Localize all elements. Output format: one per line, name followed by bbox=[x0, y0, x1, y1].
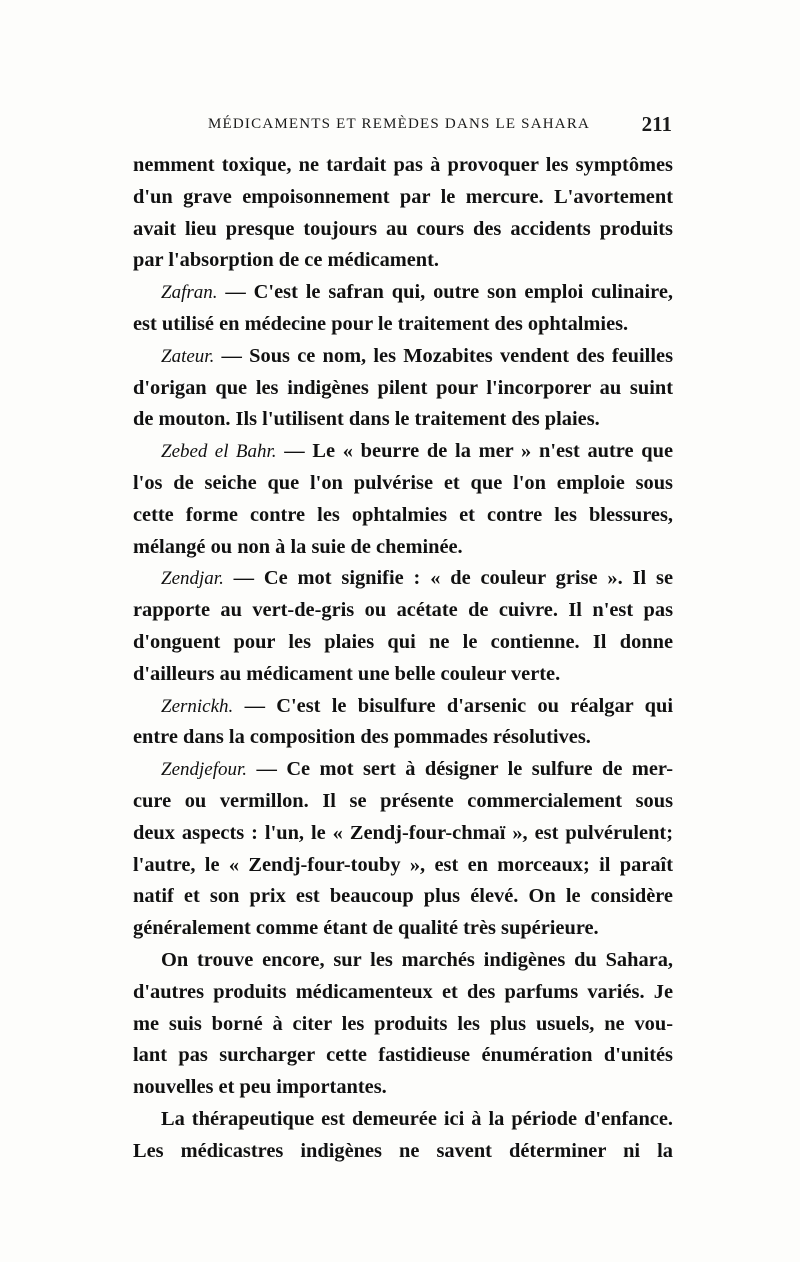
text-line bbox=[133, 245, 673, 277]
entry-zafran bbox=[133, 277, 673, 309]
line-text: d'origan que les indigènes pilent pour l'incorporer au suint bbox=[133, 376, 673, 399]
line-text: — Ce mot signifie : « de couleur grise ». Il se bbox=[223, 567, 673, 590]
line-text: Les médicastres indigènes ne savent déterminer ni la bbox=[133, 1139, 673, 1162]
text-line bbox=[133, 182, 673, 214]
text-line bbox=[133, 627, 673, 659]
line-text: — C'est le safran qui, outre son emploi culinaire, bbox=[217, 281, 673, 304]
page-number: 211 bbox=[641, 112, 672, 136]
text-line bbox=[133, 722, 673, 754]
text-line bbox=[133, 913, 673, 945]
line-text: deux aspects : l'un, le « Zendj-four-chmaï », est pulvérulent; bbox=[133, 821, 673, 844]
entry-term: Zafran. bbox=[161, 282, 218, 304]
entry-term: Zernickh. bbox=[161, 695, 234, 717]
line-text: généralement comme étant de qualité très supérieure. bbox=[133, 917, 599, 940]
text-line bbox=[133, 818, 673, 850]
line-text: entre dans la composition des pommades résolutives. bbox=[133, 726, 591, 749]
text-line bbox=[133, 373, 673, 405]
page-header bbox=[132, 112, 672, 142]
text-line bbox=[133, 1136, 673, 1168]
text-line bbox=[133, 468, 673, 500]
body-text bbox=[133, 150, 673, 1168]
entry-zendjar bbox=[133, 563, 673, 595]
line-text: La thérapeutique est demeurée ici à la période d'enfance. bbox=[161, 1107, 673, 1130]
line-text: d'autres produits médicamenteux et des parfums variés. Je bbox=[133, 980, 673, 1003]
line-text: — Le « beurre de la mer » n'est autre que bbox=[276, 440, 673, 463]
entry-zebed-el-bahr bbox=[133, 436, 673, 468]
text-line bbox=[133, 1104, 673, 1136]
line-text: nemment toxique, ne tardait pas à provoquer les symptômes bbox=[133, 154, 673, 176]
text-line bbox=[133, 850, 673, 882]
text-line bbox=[133, 1072, 673, 1104]
line-text: — Sous ce nom, les Mozabites vendent des feuilles bbox=[214, 344, 673, 367]
line-text: d'onguent pour les plaies qui ne le contienne. Il donne bbox=[133, 630, 673, 653]
entry-term: Zendjar. bbox=[161, 568, 224, 590]
line-text: — C'est le bisulfure d'arsenic ou réalgar qui bbox=[233, 694, 673, 717]
text-line bbox=[133, 500, 673, 532]
text-line bbox=[133, 1040, 673, 1072]
text-line bbox=[133, 881, 673, 913]
line-text: natif et son prix est beaucoup plus élevé. On le considère bbox=[133, 885, 673, 908]
line-text: mélangé ou non à la suie de cheminée. bbox=[133, 535, 463, 558]
text-line bbox=[133, 150, 673, 182]
entry-term: Zendjefour. bbox=[161, 759, 248, 781]
line-text: de mouton. Ils l'utilisent dans le traitement des plaies. bbox=[133, 408, 600, 431]
text-line bbox=[133, 659, 673, 691]
line-text: nouvelles et peu importantes. bbox=[133, 1076, 387, 1099]
text-line bbox=[133, 595, 673, 627]
line-text: On trouve encore, sur les marchés indigènes du Sahara, bbox=[161, 948, 673, 971]
line-text: avait lieu presque toujours au cours des accidents produits bbox=[133, 217, 673, 240]
entry-zendjefour bbox=[133, 754, 673, 786]
text-line bbox=[133, 945, 673, 977]
text-line bbox=[133, 404, 673, 436]
entry-term: Zebed el Bahr. bbox=[161, 441, 277, 463]
line-text: cure ou vermillon. Il se présente commercialement sous bbox=[133, 789, 673, 812]
entry-term: Zateur. bbox=[161, 345, 215, 367]
text-line bbox=[133, 1009, 673, 1041]
running-title: MÉDICAMENTS ET REMÈDES DANS LE SAHARA bbox=[208, 116, 591, 132]
text-line bbox=[133, 532, 673, 564]
line-text: d'un grave empoisonnement par le mercure. L'avortement bbox=[133, 185, 673, 208]
line-text: — Ce mot sert à désigner le sulfure de mer- bbox=[247, 758, 673, 781]
text-line bbox=[133, 214, 673, 246]
line-text: cette forme contre les ophtalmies et contre les blessures, bbox=[133, 503, 673, 526]
line-text: lant pas surcharger cette fastidieuse énumération d'unités bbox=[133, 1044, 673, 1067]
line-text: est utilisé en médecine pour le traitement des ophtalmies. bbox=[133, 312, 629, 335]
entry-zateur bbox=[133, 341, 673, 373]
line-text: me suis borné à citer les produits les plus usuels, ne vou- bbox=[133, 1012, 673, 1035]
line-text: par l'absorption de ce médicament. bbox=[133, 249, 440, 272]
text-line bbox=[133, 786, 673, 818]
line-text: l'os de seiche que l'on pulvérise et que l'on emploie sous bbox=[133, 471, 673, 494]
entry-zernickh bbox=[133, 691, 673, 723]
line-text: l'autre, le « Zendj-four-touby », est en morceaux; il paraît bbox=[133, 853, 673, 876]
line-text: rapporte au vert-de-gris ou acétate de cuivre. Il n'est pas bbox=[133, 599, 673, 622]
text-line bbox=[133, 977, 673, 1009]
text-line bbox=[133, 309, 673, 341]
line-text: d'ailleurs au médicament une belle couleur verte. bbox=[133, 662, 561, 685]
